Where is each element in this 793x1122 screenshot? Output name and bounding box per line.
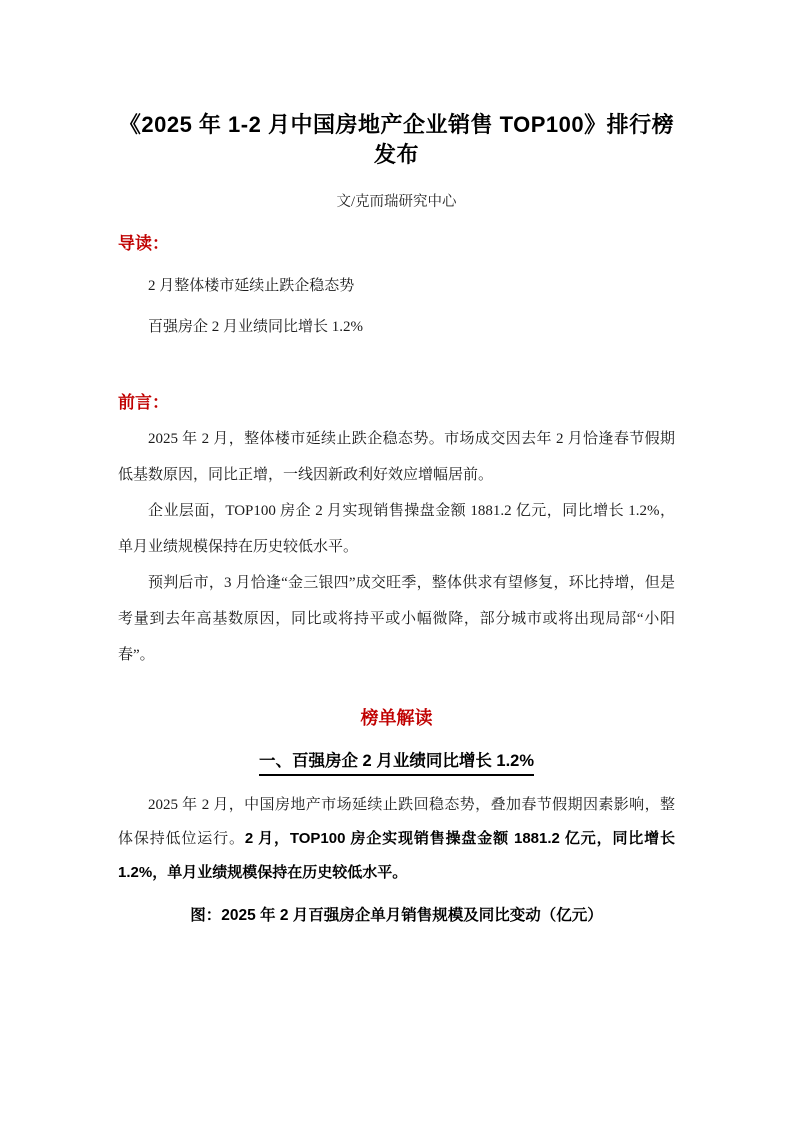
analysis-paragraph	[118, 788, 675, 890]
preface-paragraph-3: 预判后市，3 月恰逢“金三银四”成交旺季，整体供求有望修复，环比持增，但是考量到去年高基数原因，同比或将持平或小幅微降，部分城市或将出现局部“小阳春”。	[118, 575, 675, 663]
preface-paragraphs	[118, 421, 675, 673]
preface-section-heading: 前言：	[118, 393, 169, 412]
figure-caption: 图：2025 年 2 月百强房企单月销售规模及同比变动（亿元）	[190, 907, 603, 924]
lead-item-1: 2 月整体楼市延续止跌企稳态势	[148, 278, 355, 294]
byline: 文/克而瑞研究中心	[336, 194, 457, 210]
lead-section-heading: 导读：	[118, 234, 169, 253]
preface-paragraph-1: 2025 年 2 月，整体楼市延续止跌企稳态势。市场成交因去年 2 月恰逢春节假期低基数原因，同比正增，一线因新政利好效应增幅居前。	[118, 431, 675, 483]
preface-paragraph-2: 企业层面，TOP100 房企 2 月实现销售操盘金额 1881.2 亿元，同比增长 1.2%，单月业绩规模保持在历史较低水平。	[118, 503, 675, 555]
analysis-paragraph-normal-run: 2025 年 2 月，中国房地产市场延续止跌回稳态势，叠加春节假期因素影响，整体保持低位运行。	[118, 797, 675, 847]
analysis-sub-heading	[118, 749, 675, 776]
analysis-paragraph-bold-run: 2 月，TOP100 房企实现销售操盘金额 1881.2 亿元，同比增长 1.2%，单月业绩规模保持在历史较低水平。	[118, 830, 675, 881]
document-title: 《2025 年 1-2 月中国房地产企业销售 TOP100》排行榜发布	[118, 112, 675, 167]
analysis-section-heading: 榜单解读	[360, 708, 433, 728]
analysis-sub-heading-text: 一、百强房企 2 月业绩同比增长 1.2%	[259, 749, 534, 776]
lead-item-2: 百强房企 2 月业绩同比增长 1.2%	[148, 319, 363, 335]
